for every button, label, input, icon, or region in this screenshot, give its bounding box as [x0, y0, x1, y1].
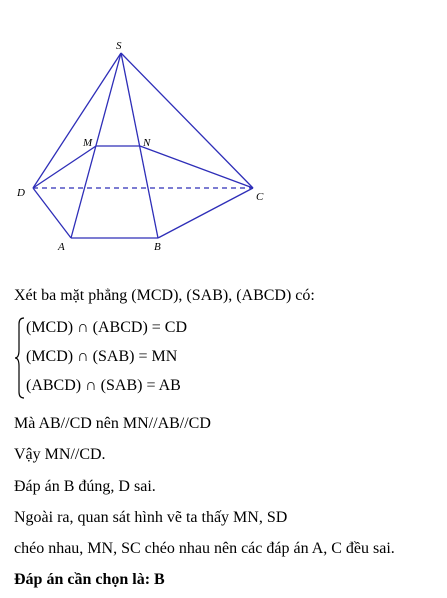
equation-system [14, 316, 254, 402]
edge-SD [33, 53, 121, 188]
label-C: C [256, 191, 264, 203]
pyramid-diagram [0, 0, 447, 270]
pyramid-figure [0, 0, 447, 270]
system-eq-2: (MCD) ∩ (SAB) = MN [26, 348, 178, 365]
left-brace-icon [14, 316, 26, 400]
label-S: S [116, 40, 122, 52]
label-D: D [17, 187, 25, 199]
label-M: M [83, 137, 93, 149]
system-eq-3: (ABCD) ∩ (SAB) = AB [26, 377, 181, 394]
label-A: A [58, 241, 65, 253]
solution-line-2: Vậy MN//CD. [14, 446, 106, 463]
solution-line-3: Đáp án B đúng, D sai. [14, 478, 156, 495]
edge-DA [33, 188, 71, 238]
solution-line-4: Ngoài ra, quan sát hình vẽ ta thấy MN, SD [14, 509, 288, 526]
system-eq-1: (MCD) ∩ (ABCD) = CD [26, 319, 188, 336]
label-B: B [154, 241, 161, 253]
edge-SC [121, 53, 253, 188]
solution-line-5: chéo nhau, MN, SC chéo nhau nên các đáp án A, C đều sai. [14, 540, 395, 557]
solution-line-1: Mà AB//CD nên MN//AB//CD [14, 415, 211, 432]
edge-BC [158, 188, 253, 238]
label-N: N [143, 137, 151, 149]
edge-NC [140, 146, 253, 188]
solution-intro: Xét ba mặt phẳng (MCD), (SAB), (ABCD) có: [14, 287, 315, 304]
final-answer: Đáp án cần chọn là: B [14, 571, 165, 588]
